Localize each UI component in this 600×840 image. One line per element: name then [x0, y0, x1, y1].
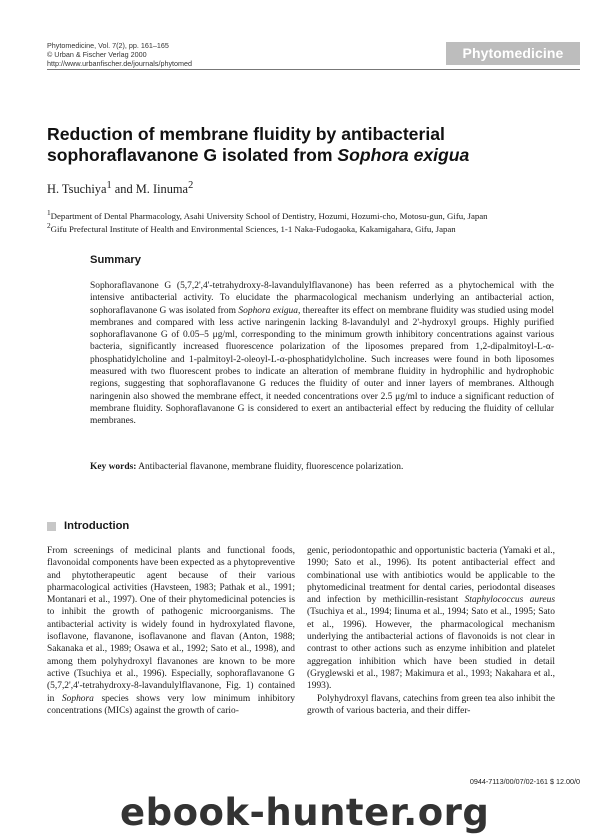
keywords-label: Key words:: [90, 462, 137, 472]
article-code: 0944-7113/00/07/02-161 $ 12.00/0: [469, 777, 580, 786]
summary-text-a: Sophoraflavanone G (5,7,2',4'-tetrahydroxy-8-lavandulylflavanone) has been referred as a phytochemical with the intensive antibacterial activity. To elucidate the pharmacological mechanism underlying an antibacterial action, sophoraflavanone G was isolated from: [90, 281, 554, 316]
paragraph-text: species shows very low minimum inhibitory concentrations (MICs) against the growth of cario-: [47, 693, 295, 716]
affiliation-text: Department of Dental Pharmacology, Asahi University School of Dentistry, Hozumi, Hozumi-cho, Motosu-gun, Gifu, Japan: [50, 210, 488, 221]
journal-citation: [47, 41, 192, 68]
paragraph: [307, 545, 555, 693]
author-conjunction: and: [111, 182, 136, 197]
summary-heading: Summary: [90, 254, 141, 266]
title-species: Sophora exigua: [337, 145, 470, 165]
keywords: [90, 462, 554, 472]
species-name: Sophora: [61, 693, 94, 704]
article-title: [47, 124, 567, 166]
author-list: [47, 180, 193, 197]
body-column-right: [307, 545, 555, 717]
summary-species: Sophora exigua,: [238, 305, 301, 316]
journal-url: http://www.urbanfischer.de/journals/phytomed: [47, 59, 193, 68]
journal-line: Phytomedicine, Vol. 7(2), pp. 161–165: [47, 41, 169, 50]
author-name: H. Tsuchiya: [47, 182, 107, 197]
journal-brand-logo: Phytomedicine: [446, 42, 580, 65]
paragraph-text: (Tsuchiya et al., 1994; Iinuma et al., 1994; Sato et al., 1995; Sato et al., 1996). However, the pharmacological mechanism underlying the antibacterial actions of flavonoids is not clear in contrast to other actions such as enzyme inhibition and platelet aggregation inhibition which have been studied in detail (Gryglewski et al., 1987; Makimura et al., 1993; Nakahara et al., 1993).: [307, 607, 555, 692]
paragraph: Polyhydroxyl flavans, catechins from green tea also inhibit the growth of various bacteria, and their differ-: [307, 693, 555, 716]
species-name: Staphylococcus aureus: [464, 595, 555, 606]
title-text: Reduction of membrane fluidity by antibacterial sophoraflavanone G isolated from: [47, 124, 445, 165]
affiliation-marker: 1: [47, 208, 51, 217]
paragraph-text: genic, periodontopathic and opportunistic bacteria (Yamaki et al., 1990; Sato et al., 1996). Its potent antibacterial effect and combinational use with antibiotics would be applicable to the phytomedicinal treatment for dental caries, periodontal diseases and infection by methicillin-resistant: [307, 546, 555, 606]
affiliation-marker: 2: [188, 180, 194, 191]
paragraph-text: From screenings of medicinal plants and functional foods, flavonoidal components have been expected as a phytopreventive and phytotherapeutic agent because of their various pharmacological activities (Havsteen, 1983; Pathak et al., 1991; Montanari et al., 1997). One of their phytomedicinal potencies is to inhibit the growth of pathogenic microorganisms. The antibacterial activity is widely found in hydroxylated flavone, isoflavone, flavanone, isoflavanone and flavan (Anton, 1988; Sakanaka et al., 1989; Osawa et al., 1992; Sato et al., 1998), and among them polyhydroxyl flavanones are known to be more active (Tsuchiya et al., 1996). Especially, sophoraflavanone G (5,7,2',4'-tetrahydroxy-8-lavandulylflavanone, Fig. 1) contained in: [47, 546, 295, 704]
affiliation-marker: 2: [47, 221, 51, 230]
affiliation-2: [47, 220, 456, 235]
body-column-left: [47, 545, 295, 717]
summary-text-b: thereafter its effect on membrane fluidity was studied using model membranes and compared with less active naringenin lacking 8-lavandulyl and 2'-hydroxyl groups. Highly purified sophoraflavanone G of 0.05–5 μg/ml, corresponding to the minimum growth inhibitory concentrations against various bacteria, significantly increased fluorescence polarization of the liposomes prepared from 1,2-dipalmitoyl-L-α-phosphatidylcholine and 1-palmitoyl-2-oleoyl-L-α-phosphatidylcholine. Such increases were found in both liposomes measured with two fluorescent probes to indicate an alteration of membrane fluidity in hydrophilic and hydrophobic regions, suggesting that sophoraflavanone G reduces the fluidity of outer and inner layers of membranes. Although naringenin also showed the membrane effect, it needed concentrations over 2.5 μg/ml to induce a significant reduction of membrane fluidity. Sophoraflavanone G is considered to exert an antibacterial effect by reducing the fluidity of cellular membranes.: [90, 305, 554, 427]
keywords-text: Antibacterial flavanone, membrane fluidity, fluorescence polarization.: [136, 462, 404, 472]
publisher-line: © Urban & Fischer Verlag 2000: [47, 50, 147, 59]
watermark-logo: ebook-hunter.org: [120, 791, 490, 834]
affiliation-text: Gifu Prefectural Institute of Health and Environmental Sciences, 1-1 Naka-Fudogaoka, Kakamigahara, Gifu, Japan: [50, 223, 456, 234]
summary-text: [90, 280, 554, 428]
author-name: M. Iinuma: [135, 182, 189, 197]
header-rule: [47, 69, 580, 70]
section-marker: [47, 522, 56, 531]
affiliation-marker: 1: [106, 180, 112, 191]
paragraph: [47, 545, 295, 717]
introduction-heading: Introduction: [64, 520, 130, 532]
